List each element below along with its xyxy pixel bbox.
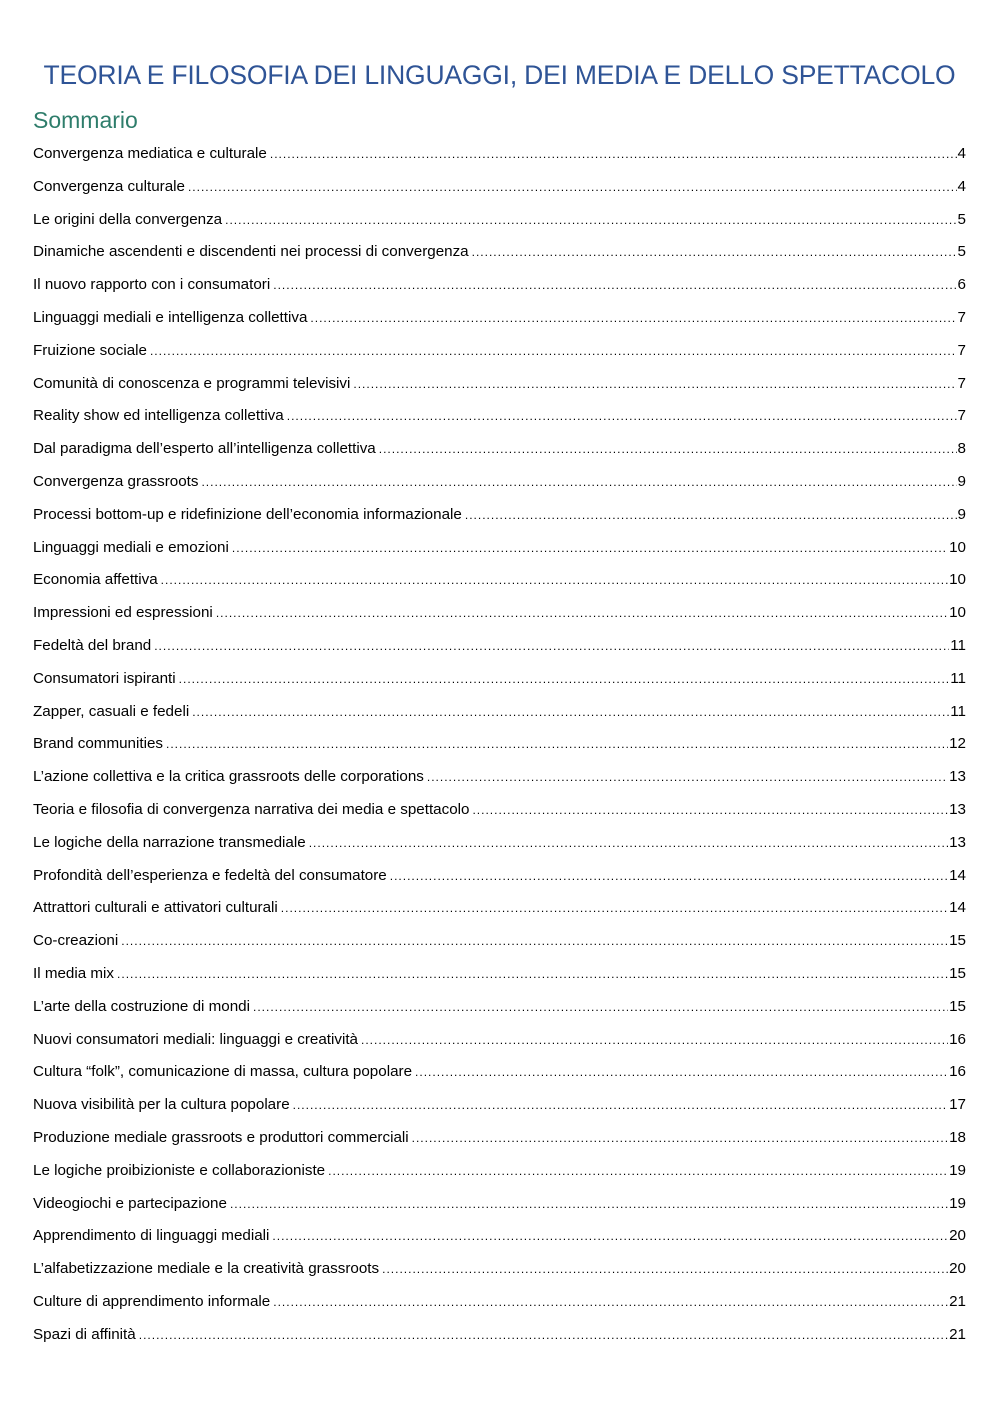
toc-entry-page-number[interactable]: 6: [957, 276, 966, 294]
toc-entry-label[interactable]: Convergenza mediatica e culturale: [33, 145, 267, 162]
toc-entry-page-number[interactable]: 17: [949, 1096, 966, 1114]
toc-entry[interactable]: [33, 1253, 966, 1286]
toc-entry-page-number[interactable]: 13: [949, 800, 966, 818]
toc-entry-page-number[interactable]: 16: [949, 1030, 966, 1048]
toc-entry-page-number[interactable]: 15: [949, 997, 966, 1015]
toc-entry-label[interactable]: L’azione collettiva e la critica grassroots delle corporations: [33, 768, 424, 786]
toc-entry-label[interactable]: Consumatori ispiranti: [33, 669, 176, 687]
toc-entry[interactable]: [33, 532, 966, 565]
toc-entry-label[interactable]: Cultura “folk”, comunicazione di massa, cultura popolare: [33, 1063, 413, 1081]
toc-entry-page-number[interactable]: 11: [950, 669, 966, 687]
toc-entry-label[interactable]: Reality show ed intelligenza collettiva: [33, 407, 284, 425]
toc-entry-page-number[interactable]: 15: [949, 932, 966, 950]
toc-entry[interactable]: [33, 1155, 966, 1188]
toc-entry-page-number[interactable]: 5: [957, 243, 966, 261]
toc-entry[interactable]: [33, 1056, 966, 1089]
toc-entry-page-number[interactable]: 13: [949, 768, 966, 786]
toc-entry-page-number[interactable]: 8: [957, 440, 966, 458]
toc-entry[interactable]: [33, 630, 966, 663]
toc-entry[interactable]: [33, 597, 966, 630]
toc-entry-label[interactable]: Linguaggi mediali e emozioni: [33, 538, 229, 556]
toc-entry-page-number[interactable]: 7: [957, 407, 966, 425]
toc-entry[interactable]: [33, 466, 966, 499]
toc-entry[interactable]: [33, 1319, 966, 1352]
toc-entry-page-number[interactable]: 21: [949, 1292, 966, 1310]
toc-entry[interactable]: [33, 991, 966, 1024]
toc-entry[interactable]: [33, 335, 966, 368]
toc-dot-leader: [465, 499, 957, 532]
toc-dot-leader: [353, 368, 956, 401]
toc-dot-leader: [309, 827, 948, 860]
toc-entry-label[interactable]: Le logiche proibizioniste e collaborazioniste: [33, 1161, 326, 1179]
toc-entry-page-number[interactable]: 11: [950, 702, 966, 720]
toc-entry-label[interactable]: Zapper, casuali e fedeli: [33, 702, 190, 720]
toc-dot-leader: [427, 761, 948, 794]
toc-entry[interactable]: [33, 925, 966, 958]
toc-entry-label[interactable]: Teoria e filosofia di convergenza narrativa dei media e spettacolo: [33, 800, 470, 818]
toc-entry-page-number[interactable]: 7: [957, 341, 966, 359]
toc-entry-label[interactable]: Produzione mediale grassroots e produttori commerciali: [33, 1128, 409, 1146]
toc-entry-label[interactable]: Fedeltà del brand: [33, 636, 152, 654]
toc-dot-leader: [382, 1253, 948, 1286]
toc-entry-page-number[interactable]: 4: [957, 145, 966, 162]
toc-dot-leader: [273, 269, 956, 302]
toc-dot-leader: [192, 696, 949, 729]
toc-entry-page-number[interactable]: 7: [957, 308, 966, 326]
toc-entry-page-number[interactable]: 19: [949, 1194, 966, 1212]
toc-entry[interactable]: [33, 204, 966, 237]
toc-dot-leader: [272, 1220, 948, 1253]
toc-dot-leader: [161, 564, 948, 597]
toc-entry-label[interactable]: Profondità dell’esperienza e fedeltà del consumatore: [33, 866, 387, 884]
toc-entry-label[interactable]: Processi bottom-up e ridefinizione dell’economia informazionale: [33, 505, 462, 523]
table-of-contents: [33, 138, 966, 1351]
toc-entry-page-number[interactable]: 19: [949, 1161, 966, 1179]
toc-dot-leader: [287, 400, 957, 433]
toc-entry[interactable]: [33, 400, 966, 433]
toc-entry-page-number[interactable]: 13: [949, 833, 966, 851]
toc-dot-leader: [230, 1188, 948, 1221]
toc-entry[interactable]: [33, 368, 966, 401]
toc-dot-leader: [179, 663, 950, 696]
toc-dot-leader: [361, 1024, 948, 1057]
toc-entry[interactable]: [33, 1122, 966, 1155]
toc-entry-label[interactable]: Nuovi consumatori mediali: linguaggi e creatività: [33, 1030, 359, 1048]
toc-dot-leader: [201, 466, 956, 499]
toc-dot-leader: [216, 597, 948, 630]
toc-entry[interactable]: [33, 564, 966, 597]
toc-dot-leader: [273, 1286, 948, 1319]
toc-entry-label[interactable]: Impressioni ed espressioni: [33, 604, 213, 622]
toc-entry-label[interactable]: Co-creazioni: [33, 932, 119, 950]
toc-entry[interactable]: [33, 958, 966, 991]
toc-entry[interactable]: [33, 499, 966, 532]
toc-entry[interactable]: [33, 860, 966, 893]
toc-dot-leader: [472, 794, 948, 827]
toc-entry-label[interactable]: Economia affettiva: [33, 571, 158, 589]
toc-entry-page-number[interactable]: 18: [949, 1128, 966, 1146]
toc-dot-leader: [154, 630, 949, 663]
toc-entry-page-number[interactable]: 15: [949, 964, 966, 982]
toc-dot-leader: [293, 1089, 948, 1122]
toc-entry[interactable]: [33, 236, 966, 269]
toc-entry[interactable]: [33, 1188, 966, 1221]
toc-heading: Sommario: [33, 107, 138, 133]
toc-entry-label[interactable]: Brand communities: [33, 735, 163, 753]
toc-dot-leader: [121, 925, 948, 958]
toc-entry-label[interactable]: Culture di apprendimento informale: [33, 1292, 271, 1310]
toc-dot-leader: [166, 728, 948, 761]
toc-entry[interactable]: [33, 794, 966, 827]
toc-entry-label[interactable]: L’alfabetizzazione mediale e la creatività grassroots: [33, 1260, 380, 1278]
toc-entry[interactable]: [33, 171, 966, 204]
document-title: TEORIA E FILOSOFIA DEI LINGUAGGI, DEI MEDIA E DELLO SPETTACOLO: [43, 60, 956, 90]
toc-entry-label[interactable]: Comunità di conoscenza e programmi televisivi: [33, 374, 351, 392]
toc-entry[interactable]: [33, 138, 966, 171]
toc-entry-page-number[interactable]: 4: [957, 177, 966, 195]
toc-entry[interactable]: [33, 827, 966, 860]
toc-entry-page-number[interactable]: 5: [957, 210, 966, 228]
toc-entry[interactable]: [33, 892, 966, 925]
toc-entry[interactable]: [33, 1024, 966, 1057]
toc-dot-leader: [117, 958, 948, 991]
toc-dot-leader: [270, 138, 957, 171]
toc-entry-label[interactable]: Il media mix: [33, 964, 115, 982]
toc-entry-label[interactable]: Dinamiche ascendenti e discendenti nei processi di convergenza: [33, 243, 469, 261]
toc-entry-page-number[interactable]: 14: [949, 899, 966, 917]
toc-entry-page-number[interactable]: 20: [949, 1227, 966, 1245]
toc-entry-label[interactable]: Videogiochi e partecipazione: [33, 1194, 227, 1212]
toc-entry-label[interactable]: Nuova visibilità per la cultura popolare: [33, 1096, 290, 1114]
toc-entry-page-number[interactable]: 10: [949, 538, 966, 556]
toc-entry-label[interactable]: Fruizione sociale: [33, 341, 147, 359]
toc-entry-label[interactable]: L’arte della costruzione di mondi: [33, 997, 250, 1015]
toc-entry-page-number[interactable]: 20: [949, 1260, 966, 1278]
toc-entry-label[interactable]: Spazi di affinità: [33, 1325, 136, 1343]
toc-entry[interactable]: [33, 696, 966, 729]
toc-entry-label[interactable]: Convergenza culturale: [33, 177, 185, 195]
toc-entry[interactable]: [33, 269, 966, 302]
toc-entry[interactable]: [33, 1286, 966, 1319]
toc-dot-leader: [139, 1319, 948, 1352]
toc-dot-leader: [150, 335, 957, 368]
toc-entry-page-number[interactable]: 14: [949, 866, 966, 884]
toc-dot-leader: [225, 204, 956, 237]
toc-entry-page-number[interactable]: 10: [949, 604, 966, 622]
toc-entry[interactable]: [33, 663, 966, 696]
toc-entry-label[interactable]: Le origini della convergenza: [33, 210, 223, 228]
toc-dot-leader: [415, 1056, 948, 1089]
toc-entry-page-number[interactable]: 16: [949, 1063, 966, 1081]
toc-entry-label[interactable]: Le logiche della narrazione transmediale: [33, 833, 306, 851]
toc-dot-leader: [310, 302, 956, 335]
toc-entry-label[interactable]: Dal paradigma dell’esperto all’intelligenza collettiva: [33, 440, 376, 458]
toc-entry-page-number[interactable]: 10: [949, 571, 966, 589]
toc-dot-leader: [472, 236, 957, 269]
toc-entry[interactable]: [33, 433, 966, 466]
toc-dot-leader: [188, 171, 957, 204]
toc-dot-leader: [412, 1122, 948, 1155]
toc-entry-page-number[interactable]: 12: [949, 735, 966, 753]
toc-entry-page-number[interactable]: 11: [950, 636, 966, 654]
toc-entry-label[interactable]: Attrattori culturali e attivatori culturali: [33, 899, 278, 917]
toc-entry-label[interactable]: Convergenza grassroots: [33, 472, 199, 490]
toc-dot-leader: [281, 892, 948, 925]
toc-entry-page-number[interactable]: 7: [957, 374, 966, 392]
toc-entry[interactable]: [33, 302, 966, 335]
toc-entry[interactable]: [33, 1220, 966, 1253]
toc-dot-leader: [379, 433, 957, 466]
toc-entry-page-number[interactable]: 9: [957, 472, 966, 490]
toc-entry-label[interactable]: Linguaggi mediali e intelligenza collettiva: [33, 308, 308, 326]
toc-entry[interactable]: [33, 1089, 966, 1122]
toc-dot-leader: [253, 991, 948, 1024]
toc-entry-label[interactable]: Apprendimento di linguaggi mediali: [33, 1227, 270, 1245]
toc-entry-page-number[interactable]: 21: [949, 1325, 966, 1343]
toc-entry[interactable]: [33, 728, 966, 761]
toc-entry[interactable]: [33, 761, 966, 794]
toc-dot-leader: [232, 532, 948, 565]
toc-dot-leader: [328, 1155, 948, 1188]
toc-entry-label[interactable]: Il nuovo rapporto con i consumatori: [33, 276, 271, 294]
toc-entry-page-number[interactable]: 9: [957, 505, 966, 523]
toc-dot-leader: [390, 860, 948, 893]
